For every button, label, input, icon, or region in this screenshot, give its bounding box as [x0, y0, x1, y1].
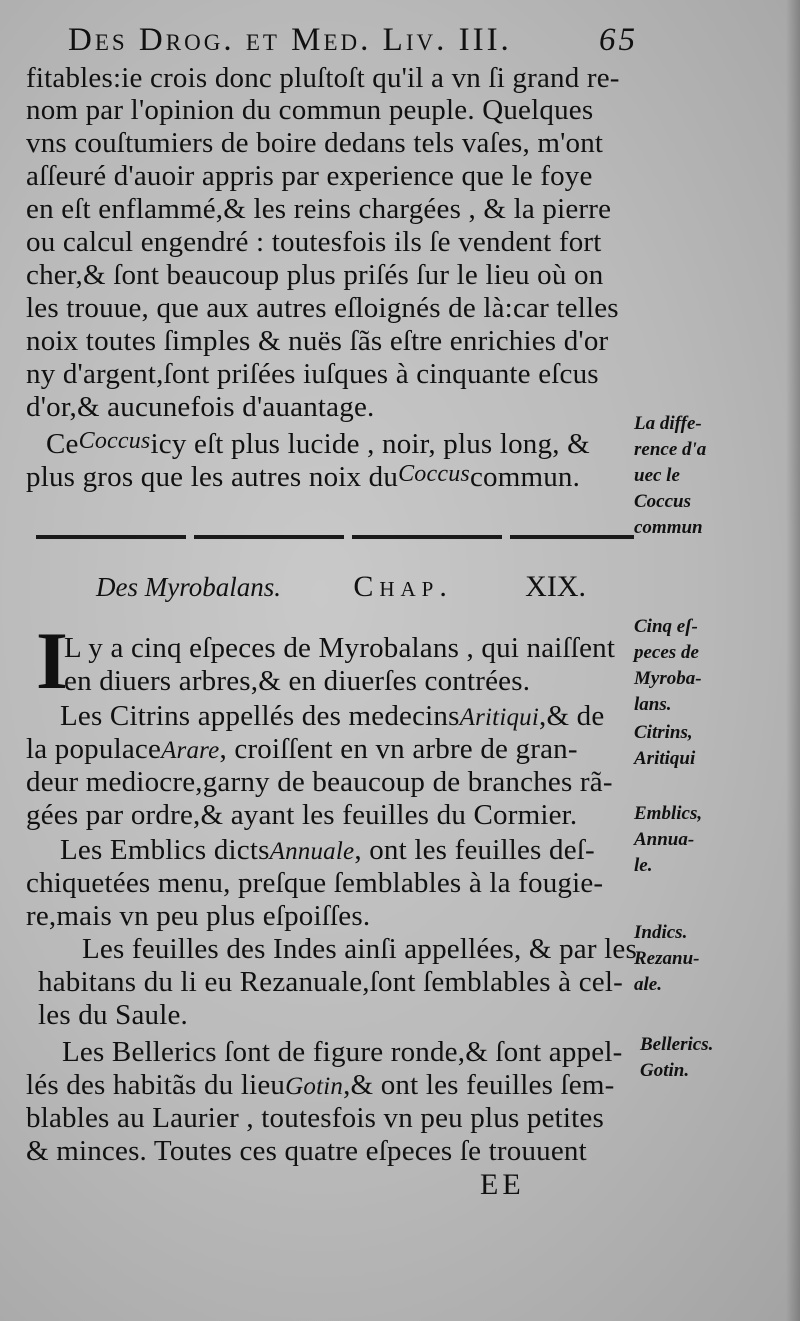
running-title: Des Drog. et Med. Liv. III.	[68, 22, 512, 58]
text-line: Les Emblics dictsAnnuale, ont les feuilles deſ-	[60, 834, 595, 866]
text-line: en eſt enflammé,& les reins chargées , & la pierre	[26, 193, 612, 225]
text-line: deur mediocre,garny de beaucoup de branches rã-	[26, 766, 613, 798]
chapter-heading	[96, 570, 586, 604]
section-divider	[36, 535, 634, 539]
text-line: & minces. Toutes ces quatre eſpeces ſe trouuent	[26, 1135, 587, 1167]
text-line: les trouue, que aux autres eſloignés de là:car telles	[26, 292, 619, 324]
margin-note: Citrins, Aritiqui	[634, 722, 696, 769]
text-line: Ce Coccus icy eſt plus lucide , noir, plus long, &	[46, 428, 590, 460]
text-line: Les Citrins appellés des medecinsAritiqui,& de	[60, 700, 605, 732]
text-line: gées par ordre,& ayant les feuilles du Cormier.	[26, 799, 578, 831]
text-line: nom par l'opinion du commun peuple. Quelques	[26, 94, 594, 126]
page-number: 65	[599, 22, 638, 58]
text-line: aſſeuré d'auoir appris par experience que le foye	[26, 160, 593, 192]
text-line: ny d'argent,ſont priſées iuſques à cinquante eſcus	[26, 358, 599, 390]
text-line: habitans du li eu Rezanuale,ſont ſemblables à cel-	[38, 966, 623, 998]
text-line: Les feuilles des Indes ainſi appellées, & par les	[82, 933, 637, 965]
text-line: noix toutes ſimples & nuës ſãs eſtre enrichies d'or	[26, 325, 609, 357]
text-line: les du Saule.	[38, 999, 188, 1031]
text-line: vns couſtumiers de boire dedans tels vaſes, m'ont	[26, 127, 604, 159]
text-line: L y a cinq eſpeces de Myrobalans , qui naiſſent	[64, 632, 616, 664]
catchword: EE	[480, 1168, 525, 1201]
text-line: Les Bellerics ſont de figure ronde,& ſont appel-	[62, 1036, 623, 1068]
chapter-label: Chap.	[353, 570, 453, 603]
margin-note: Bellerics. Gotin.	[640, 1034, 714, 1081]
page-edge-shadow	[786, 0, 800, 1321]
text-line: fitables:ie crois donc pluſtoſt qu'il a vn ſi grand re-	[26, 62, 620, 94]
chapter-title: Des Myrobalans.	[96, 572, 281, 602]
margin-note: Emblics, Annua- le.	[634, 803, 703, 876]
text-line: d'or,& aucunefois d'auantage.	[26, 391, 375, 423]
text-line: chiquetées menu, preſque ſemblables à la fougie-	[26, 867, 604, 899]
text-line: la populaceArare, croiſſent en vn arbre de gran-	[26, 733, 578, 765]
margin-note: Cinq eſ- peces de Myroba- lans.	[634, 616, 702, 715]
text-line: blables au Laurier , toutesfois vn peu plus petites	[26, 1102, 604, 1134]
text-line: cher,& ſont beaucoup plus priſés ſur le lieu où on	[26, 259, 604, 291]
margin-note: Indics. Rezanu- ale.	[634, 922, 700, 995]
margin-note: La diffe- rence d'a uec le Coccus commun	[634, 413, 707, 538]
running-header	[68, 22, 638, 59]
text-line: lés des habitãs du lieuGotin,& ont les feuilles ſem-	[26, 1069, 615, 1101]
text-line: plus gros que les autres noix du Coccus commun.	[26, 461, 581, 493]
text-line: en diuers arbres,& en diuerſes contrées.	[64, 665, 531, 697]
drop-cap: I	[36, 615, 68, 706]
chapter-number: XIX.	[525, 570, 586, 603]
text-line: re,mais vn peu plus eſpoiſſes.	[26, 900, 371, 932]
text-line: ou calcul engendré : toutesfois ils ſe vendent fort	[26, 226, 602, 258]
